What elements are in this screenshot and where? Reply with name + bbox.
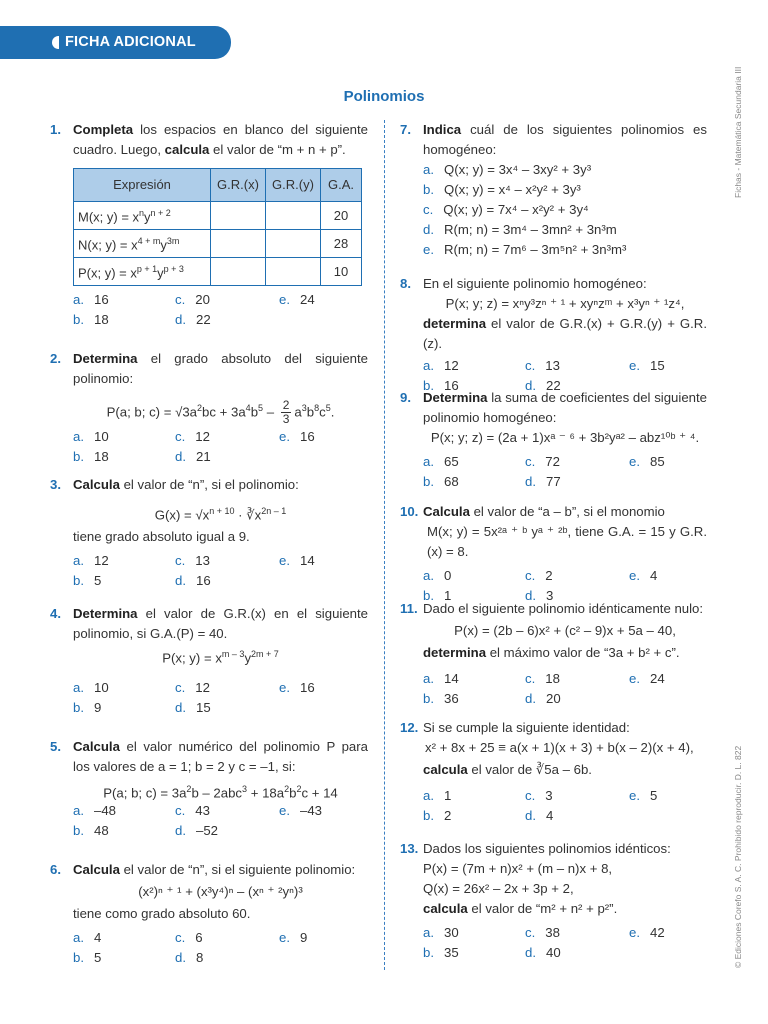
option-c[interactable]: c. 13	[525, 358, 560, 373]
option-c[interactable]: c. 72	[525, 454, 560, 469]
option-e[interactable]: e. 42	[629, 925, 665, 940]
question-13	[400, 839, 707, 963]
ga-cell: 20	[321, 202, 362, 230]
option-a[interactable]: a. –48	[73, 803, 117, 818]
expression-cell: P(x; $y) = x^{p + 1}y^{p + 3}$	[74, 258, 211, 286]
column-divider	[384, 120, 385, 970]
question-text: Determina el grado absoluto del siguiente polinomio:	[73, 351, 368, 386]
question-text: Completa los espacios en blanco del siguiente cuadro. Luego, calcula el valor de “m + n + p”.	[73, 122, 368, 157]
option-b[interactable]: b. 9	[73, 700, 102, 716]
question-text: Determina la suma de coeficientes del siguiente polinomio homogéneo:	[423, 390, 707, 425]
question-number: 10.	[400, 504, 419, 519]
table-header: Expresión	[74, 169, 211, 202]
option-e[interactable]: e. 4	[629, 568, 658, 583]
question-number: 9.	[400, 390, 411, 405]
option-b[interactable]: b. 18	[73, 312, 109, 327]
ga-cell: 10	[321, 258, 362, 286]
option-c[interactable]: c. 20	[175, 292, 210, 307]
option-a[interactable]: a. 14	[423, 671, 459, 686]
question-text: Calcula el valor numérico del polinomio P para los valores de a = 1; b = 2 y c = –1, si:	[73, 739, 368, 774]
question-text: calcula el valor de ∛5a – 6b.	[423, 762, 592, 777]
degree-table	[73, 168, 362, 286]
option-d[interactable]: d. 8	[175, 950, 204, 965]
option-e[interactable]: e. 16	[279, 680, 315, 696]
option-b[interactable]: b. 36	[423, 691, 459, 706]
option-a[interactable]: a. 10	[73, 680, 109, 696]
option-a[interactable]: a. 16	[73, 292, 109, 307]
question-text: Dado el siguiente polinomio idénticamente nulo:	[423, 601, 704, 616]
option-e[interactable]: e. 14	[279, 553, 315, 568]
question-text: determina el máximo valor de “3a + b² + c”.	[423, 645, 680, 660]
question-number: 13.	[400, 841, 419, 856]
option-e[interactable]: e. 16	[279, 429, 315, 444]
option-a[interactable]: a. 10	[73, 429, 109, 444]
option-a[interactable]: a. 12	[73, 553, 109, 568]
expression-cell: N(x; $y) = x^{4 + m}y^{3m}$	[74, 230, 211, 258]
option-e[interactable]: e. 5	[629, 788, 658, 803]
question-number: 4.	[50, 606, 61, 621]
equation: M(x; y) = 5x²ᵃ ⁺ ᵇ yᵃ ⁺ ²ᵇ, tiene G.A. = 15 y G.R.(x) = 8.	[427, 524, 707, 559]
option-d[interactable]: d. 16	[175, 573, 211, 588]
question-text: Indica cuál de los siguientes polinomios es homogéneo:	[423, 122, 707, 157]
expression-cell: M(x; $y) = x^ny^{n + 2}$	[74, 202, 211, 230]
question-number: 5.	[50, 739, 61, 754]
option-c[interactable]: c. 13	[175, 553, 210, 568]
question-4	[50, 604, 368, 718]
answer-options	[73, 928, 368, 968]
question-number: 11.	[400, 601, 418, 616]
option-e[interactable]: e. 24	[629, 671, 665, 686]
question-number: 1.	[50, 122, 61, 137]
question-number: 3.	[50, 477, 61, 492]
option-d[interactable]: d. 20	[525, 691, 561, 706]
option-a[interactable]: a. 4	[73, 930, 102, 945]
side-caption-top: Fichas - Matemática Secundaria III	[733, 66, 743, 198]
option-d[interactable]: d. 21	[175, 449, 211, 464]
equation: P(x; y; z) = (2a + 1)xᵃ ⁻ ⁶ + 3b²yᵃ² – abz¹⁰ᵇ ⁺ ⁴.	[430, 430, 700, 445]
question-number: 12.	[400, 720, 419, 735]
option-b[interactable]: b. 68	[423, 474, 459, 489]
ga-cell: 28	[321, 230, 362, 258]
equation: P(x; y; z) = xⁿy³zⁿ ⁺ ¹ + xyⁿzᵐ + x³yⁿ ⁺ ¹z⁴,	[445, 296, 685, 311]
option-a[interactable]: a. 12	[423, 358, 459, 373]
answer-options	[73, 678, 368, 718]
question-text: Si se cumple la siguiente identidad:	[423, 720, 630, 735]
question-12	[400, 718, 707, 826]
equation: P(x) = (2b – 6)x² + (c² – 9)x + 5a – 40,	[454, 623, 676, 638]
blank-cell[interactable]	[211, 202, 266, 230]
answer-options	[423, 669, 707, 709]
question-number: 2.	[50, 351, 61, 366]
equation: Q(x) = 26x² – 2x + 3p + 2,	[423, 881, 574, 896]
option-d[interactable]: d. R(m; n) = 3m⁴ – 3mn² + 3n³m	[423, 222, 617, 237]
option-b[interactable]: b. 2	[423, 808, 452, 823]
banner-marker-icon	[52, 36, 59, 49]
option-d[interactable]: d. 15	[175, 700, 211, 716]
question-8	[400, 274, 707, 396]
answer-options	[73, 801, 368, 841]
option-c[interactable]: c. 12	[175, 680, 210, 696]
equation: P(x) = (7m + n)x² + (m – n)x + 8,	[423, 861, 613, 876]
question-text: determina el valor de G.R.(x) + G.R.(y) + G.R.(z).	[423, 316, 707, 351]
blank-cell[interactable]	[266, 230, 321, 258]
answer-options	[73, 290, 368, 330]
equation: P(a; b; $c) = √3a^2bc + 3a^4b^5$ – $\frac{2}{3}$ $a^3b^8c^5$.	[106, 398, 335, 427]
blank-cell[interactable]	[211, 258, 266, 286]
table-header: G.R.(x)	[211, 169, 266, 202]
option-a[interactable]: a. 1	[423, 788, 452, 803]
equation: P(x; $y) = x^{m - 3}y^{2m + 7}$	[162, 649, 279, 666]
option-d[interactable]: d. –52	[175, 823, 219, 838]
option-b[interactable]: b. Q(x; y) = x⁴ – x²y² + 3y³	[423, 182, 581, 197]
blank-cell[interactable]	[211, 230, 266, 258]
option-a[interactable]: a. 65	[423, 454, 459, 469]
option-e[interactable]: e. 85	[629, 454, 665, 469]
option-d[interactable]: d. 3	[525, 588, 554, 603]
option-b[interactable]: b. 35	[423, 945, 459, 960]
option-d[interactable]: d. 22	[175, 312, 211, 327]
option-d[interactable]: d. 22	[525, 378, 561, 393]
option-c[interactable]: c. 12	[175, 429, 210, 444]
option-d[interactable]: d. 77	[525, 474, 561, 489]
question-9	[400, 388, 707, 492]
answer-options	[423, 452, 707, 492]
option-e[interactable]: e. R(m; n) = 7m⁶ – 3m⁵n² + 3n³m³	[423, 242, 627, 257]
option-e[interactable]: e. 9	[279, 930, 308, 945]
table-header: G.A.	[321, 169, 362, 202]
option-c[interactable]: c. 6	[175, 930, 203, 945]
question-text: Calcula el valor de “a – b”, si el monomio	[423, 504, 665, 519]
ficha-banner	[0, 26, 231, 59]
table-row	[74, 202, 362, 230]
option-c[interactable]: c. 2	[525, 568, 553, 583]
option-d[interactable]: d. 4	[525, 808, 554, 823]
page-title: Polinomios	[343, 88, 425, 105]
answer-options	[423, 923, 707, 963]
answer-options	[73, 551, 368, 591]
option-c[interactable]: c. Q(x; y) = 7x⁴ – x²y² + 3y⁴	[423, 202, 589, 217]
option-c[interactable]: c. 3	[525, 788, 553, 803]
question-text: Calcula el valor de “n”, si el polinomio:	[73, 477, 299, 492]
option-d[interactable]: d. 40	[525, 945, 561, 960]
question-number: 6.	[50, 862, 61, 877]
option-a[interactable]: a. 30	[423, 925, 459, 940]
question-7	[400, 120, 707, 260]
question-text: Dados los siguientes polinomios idénticos:	[423, 841, 671, 856]
question-number: 7.	[400, 122, 411, 137]
equation: $G(x) = √x^{n + 10}$ · $∛x^{2n - 1}$	[154, 506, 287, 523]
table-row	[74, 258, 362, 286]
table-row	[74, 230, 362, 258]
option-c[interactable]: c. 38	[525, 925, 560, 940]
option-b[interactable]: b. 5	[73, 950, 102, 965]
question-1	[50, 120, 368, 330]
option-b[interactable]: b. 48	[73, 823, 109, 838]
option-c[interactable]: c. 18	[525, 671, 560, 686]
question-text: Determina el valor de G.R.(x) en el siguiente polinomio, si G.A.(P) = 40.	[73, 606, 368, 641]
option-a[interactable]: a. Q(x; y) = 3x⁴ – 3xy² + 3y³	[423, 162, 592, 177]
side-caption-bottom: © Ediciones Corefo S. A. C. Prohibido reproducir. D. L. 822	[733, 745, 743, 968]
option-e[interactable]: e. –43	[279, 803, 323, 818]
question-3	[50, 475, 368, 591]
table-header: G.R.(y)	[266, 169, 321, 202]
question-text: tiene como grado absoluto 60.	[73, 906, 251, 921]
option-e[interactable]: e. 24	[279, 292, 315, 307]
option-b[interactable]: b. 18	[73, 449, 109, 464]
question-11	[400, 599, 707, 709]
question-10	[400, 502, 707, 606]
question-text: En el siguiente polinomio homogéneo:	[423, 276, 647, 291]
question-6	[50, 860, 368, 968]
blank-cell[interactable]	[266, 202, 321, 230]
equation: x² + 8x + 25 ≡ a(x + 1)(x + 3) + b(x – 2)(x + 4),	[425, 740, 694, 755]
answer-options	[423, 786, 707, 826]
question-text: calcula el valor de “m² + n² + p²”.	[423, 901, 618, 916]
option-c[interactable]: c. 43	[175, 803, 210, 818]
option-b[interactable]: b. 16	[423, 378, 459, 393]
question-text: tiene grado absoluto igual a 9.	[73, 529, 250, 544]
blank-cell[interactable]	[266, 258, 321, 286]
answer-options	[73, 427, 368, 467]
equation: (x²)ⁿ ⁺ ¹ + (x³y⁴)ⁿ – (xⁿ ⁺ ²yⁿ)³	[138, 884, 303, 899]
equation: P(a; b; $c) = 3a^2b - 2abc^3 + 18a^2b^2c + 14$	[103, 784, 338, 801]
question-number: 8.	[400, 276, 411, 291]
question-5	[50, 737, 368, 841]
option-a[interactable]: a. 0	[423, 568, 452, 583]
option-e[interactable]: e. 15	[629, 358, 665, 373]
banner-label: FICHA ADICIONAL	[65, 34, 196, 50]
question-text: Calcula el valor de “n”, si el siguiente polinomio:	[73, 862, 356, 877]
question-2	[50, 349, 368, 467]
option-b[interactable]: b. 5	[73, 573, 102, 588]
option-b[interactable]: b. 1	[423, 588, 452, 603]
